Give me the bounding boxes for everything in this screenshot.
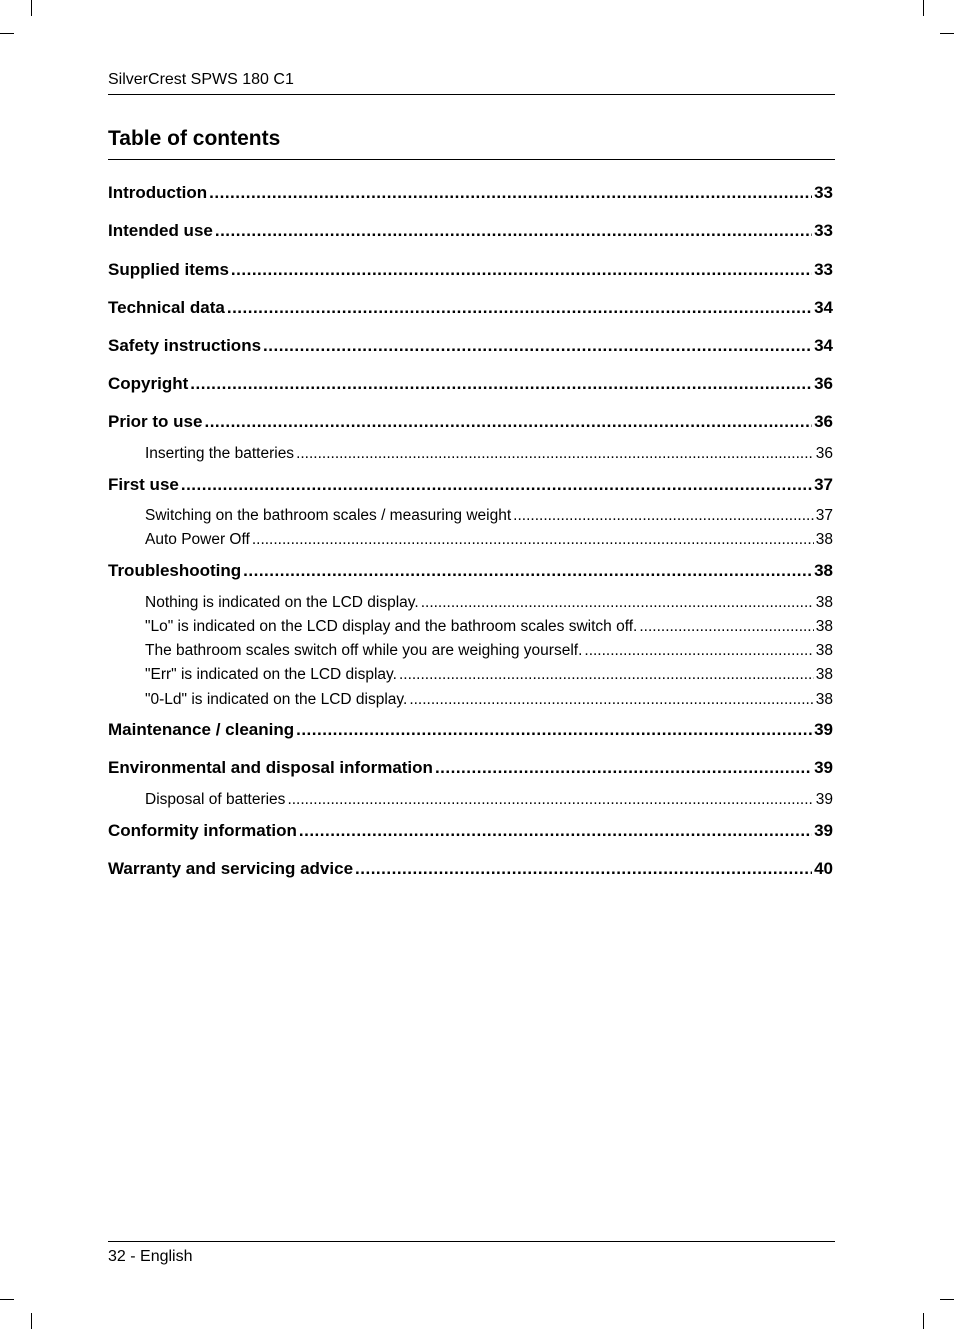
toc-entry-label: Copyright <box>108 374 189 393</box>
dot-leader <box>263 335 812 357</box>
toc-entry-copyright[interactable] <box>108 373 833 395</box>
title-rule <box>108 159 835 160</box>
toc-entry-label: Troubleshooting <box>108 561 242 580</box>
dot-leader <box>287 790 813 810</box>
crop-mark <box>0 1299 14 1300</box>
toc-entry-page: 38 <box>815 594 833 611</box>
toc-entry-label: Conformity information <box>108 821 297 840</box>
toc-entry-nothing-indicated[interactable] <box>145 593 833 613</box>
toc-entry-page: 33 <box>814 183 833 202</box>
dot-leader <box>409 690 813 710</box>
toc-entry-page: 33 <box>814 260 833 279</box>
toc-entry-prior-to-use[interactable] <box>108 411 833 433</box>
dot-leader <box>227 297 812 319</box>
toc-entry-page: 36 <box>814 374 833 393</box>
toc-entry-label: "Err" is indicated on the LCD display. <box>145 666 397 683</box>
toc-entry-safety-instructions[interactable] <box>108 335 833 357</box>
toc-entry-page: 38 <box>814 561 833 580</box>
toc-entry-label: Supplied items <box>108 260 229 279</box>
crop-mark <box>31 0 32 16</box>
crop-mark <box>940 1299 954 1300</box>
dot-leader <box>513 506 814 526</box>
toc-entry-page: 36 <box>815 445 833 462</box>
toc-entry-page: 38 <box>815 618 833 635</box>
dot-leader <box>639 617 813 637</box>
toc-entry-supplied-items[interactable] <box>108 259 833 281</box>
dot-leader <box>204 411 812 433</box>
toc-entry-warranty[interactable] <box>108 858 833 880</box>
toc-entry-page: 34 <box>814 336 833 355</box>
dot-leader <box>299 820 812 842</box>
toc-entry-label: Auto Power Off <box>145 531 250 548</box>
toc-entry-page: 38 <box>815 666 833 683</box>
dot-leader <box>243 560 812 582</box>
toc-entry-page: 33 <box>814 221 833 240</box>
dot-leader <box>190 373 812 395</box>
toc-entry-page: 36 <box>814 412 833 431</box>
toc-entry-troubleshooting[interactable] <box>108 560 833 582</box>
dot-leader <box>296 444 814 464</box>
toc-entry-inserting-batteries[interactable] <box>145 444 833 464</box>
toc-entry-switch-off-weighing[interactable] <box>145 641 833 661</box>
dot-leader <box>215 220 812 242</box>
toc-entry-label: Safety instructions <box>108 336 262 355</box>
toc-entry-label: "0-Ld" is indicated on the LCD display. <box>145 691 408 708</box>
dot-leader <box>421 593 814 613</box>
toc-entry-lo-indicated[interactable] <box>145 617 833 637</box>
toc-entry-label: Intended use <box>108 221 213 240</box>
dot-leader <box>435 757 812 779</box>
toc-entry-environmental[interactable] <box>108 757 833 779</box>
toc-entry-err-indicated[interactable] <box>145 665 833 685</box>
page-footer: 32 - English <box>108 1248 193 1265</box>
crop-mark <box>923 0 924 16</box>
toc-entry-introduction[interactable] <box>108 182 833 204</box>
toc-entry-page: 39 <box>814 821 833 840</box>
toc-entry-label: Introduction <box>108 183 208 202</box>
toc-entry-label: Disposal of batteries <box>145 791 286 808</box>
toc-entry-label: Maintenance / cleaning <box>108 720 295 739</box>
toc-entry-page: 37 <box>815 507 833 524</box>
toc-entry-label: Technical data <box>108 298 225 317</box>
toc-entry-conformity[interactable] <box>108 820 833 842</box>
toc-entry-page: 38 <box>815 531 833 548</box>
toc-entry-label: Switching on the bathroom scales / measuring weight <box>145 507 512 524</box>
toc-entry-page: 39 <box>814 758 833 777</box>
toc-entry-label: Environmental and disposal information <box>108 758 433 777</box>
crop-mark <box>0 33 14 34</box>
toc-entry-maintenance[interactable] <box>108 719 833 741</box>
footer-rule <box>108 1241 835 1242</box>
crop-mark <box>31 1313 32 1329</box>
toc-entry-label: "Lo" is indicated on the LCD display and the bathroom scales switch off. <box>145 618 638 635</box>
toc-entry-disposal-batteries[interactable] <box>145 790 833 810</box>
toc-entry-page: 39 <box>814 720 833 739</box>
toc-entry-page: 38 <box>815 691 833 708</box>
toc-entry-0ld-indicated[interactable] <box>145 690 833 710</box>
toc-entry-label: Prior to use <box>108 412 203 431</box>
running-header: SilverCrest SPWS 180 C1 <box>108 71 294 88</box>
toc-entry-label: First use <box>108 475 179 494</box>
dot-leader <box>181 474 812 496</box>
dot-leader <box>399 665 814 685</box>
toc-entry-page: 39 <box>815 791 833 808</box>
toc-entry-label: Nothing is indicated on the LCD display. <box>145 594 419 611</box>
toc-entry-label: The bathroom scales switch off while you are weighing yourself. <box>145 642 583 659</box>
page-title: Table of contents <box>108 127 281 150</box>
toc-entry-label: Inserting the batteries <box>145 445 295 462</box>
toc-entry-page: 38 <box>815 642 833 659</box>
toc-entry-page: 40 <box>814 859 833 878</box>
dot-leader <box>584 641 813 661</box>
crop-mark <box>940 33 954 34</box>
toc-entry-page: 34 <box>814 298 833 317</box>
crop-mark <box>923 1313 924 1329</box>
dot-leader <box>296 719 812 741</box>
header-rule <box>108 94 835 95</box>
toc-entry-label: Warranty and servicing advice <box>108 859 354 878</box>
toc-entry-intended-use[interactable] <box>108 220 833 242</box>
toc-entry-auto-power-off[interactable] <box>145 530 833 550</box>
toc-entry-switching-on[interactable] <box>145 506 833 526</box>
toc-entry-page: 37 <box>814 475 833 494</box>
dot-leader <box>231 259 812 281</box>
dot-leader <box>355 858 812 880</box>
toc-entry-first-use[interactable] <box>108 474 833 496</box>
toc-entry-technical-data[interactable] <box>108 297 833 319</box>
dot-leader <box>252 530 814 550</box>
dot-leader <box>209 182 812 204</box>
